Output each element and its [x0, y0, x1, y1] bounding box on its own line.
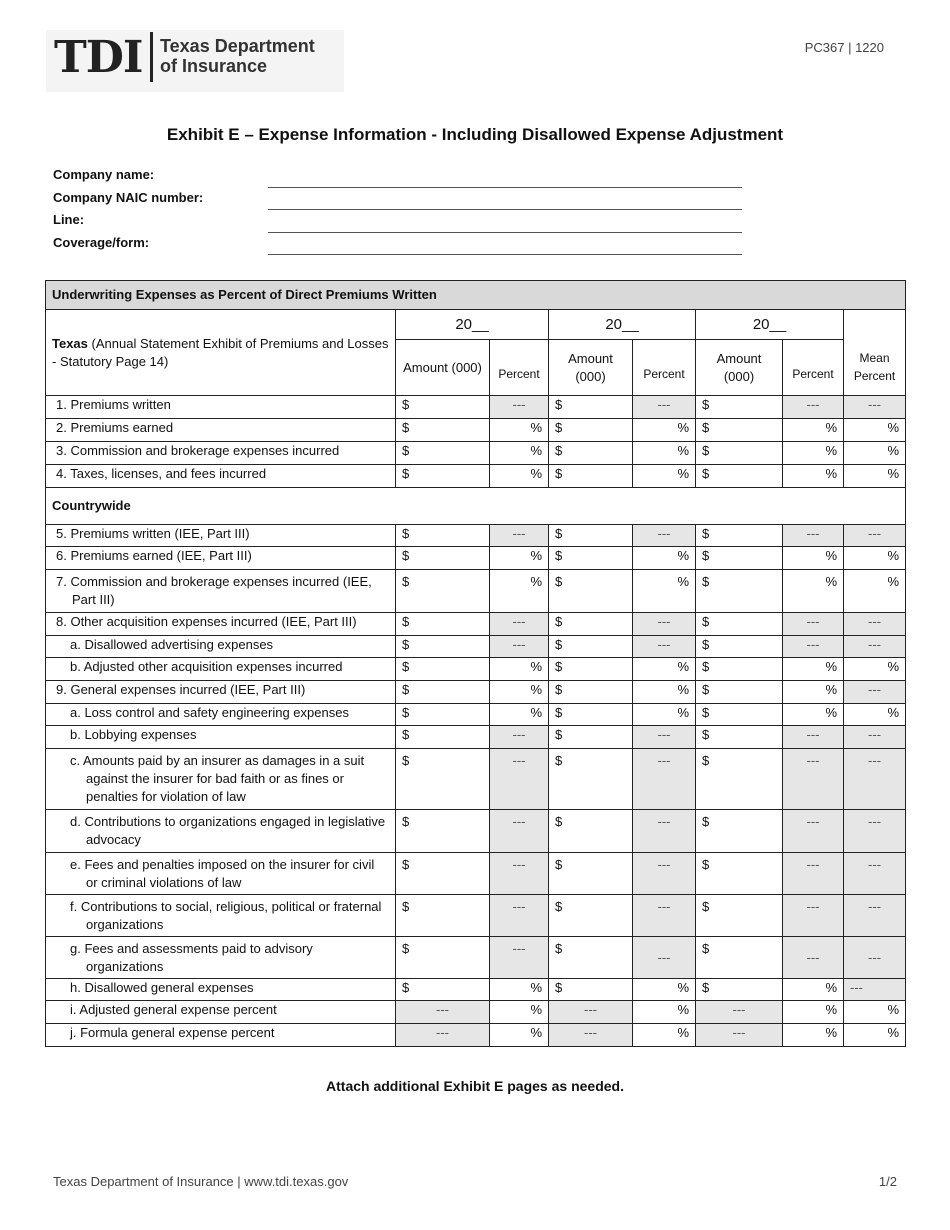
table-row-label: 4. Taxes, licenses, and fees incurred: [46, 465, 396, 488]
amount-cell[interactable]: $: [549, 396, 633, 419]
mean-percent-cell[interactable]: %: [844, 704, 906, 726]
na-cell: ---: [633, 525, 696, 547]
percent-cell[interactable]: %: [490, 419, 549, 442]
percent-cell[interactable]: %: [490, 1001, 549, 1024]
na-cell: ---: [783, 613, 844, 636]
logo-mark: TDI: [54, 32, 143, 83]
percent-cell[interactable]: %: [490, 465, 549, 488]
na-cell: ---: [844, 749, 906, 810]
form-number: PC367 | 1220: [804, 40, 884, 55]
na-cell: ---: [844, 396, 906, 419]
tdi-logo: [46, 30, 344, 92]
na-cell: ---: [783, 396, 844, 419]
percent-cell[interactable]: %: [633, 442, 696, 465]
percent-cell[interactable]: %: [783, 419, 844, 442]
percent-cell[interactable]: %: [783, 1024, 844, 1047]
amount-cell[interactable]: $: [549, 525, 633, 547]
naic-number-field[interactable]: [268, 209, 742, 210]
na-cell: ---: [633, 749, 696, 810]
na-cell: ---: [633, 937, 696, 979]
na-cell: ---: [633, 853, 696, 895]
percent-cell[interactable]: %: [490, 681, 549, 704]
page-number: 1/2: [878, 1174, 897, 1189]
texas-description: (Annual Statement Exhibit of Premiums and Losses - Statutory Page 14): [52, 335, 389, 369]
amount-cell[interactable]: $: [549, 681, 633, 704]
amount-cell[interactable]: $: [696, 749, 783, 810]
na-cell: ---: [844, 613, 906, 636]
na-cell: ---: [696, 1024, 783, 1047]
percent-cell[interactable]: %: [783, 681, 844, 704]
table-row-label: 9. General expenses incurred (IEE, Part III): [46, 681, 396, 704]
coverage-form-field[interactable]: [268, 254, 742, 255]
percent-header: Percent: [490, 340, 549, 396]
amount-cell[interactable]: $: [396, 681, 490, 704]
na-cell: ---: [549, 1024, 633, 1047]
na-cell: ---: [844, 937, 906, 979]
year-2-field[interactable]: 20__: [549, 310, 696, 340]
amount-cell[interactable]: $: [696, 895, 783, 937]
amount-cell[interactable]: $: [549, 442, 633, 465]
table-row-label: d. Contributions to organizations engaged in legislative advocacy: [46, 810, 396, 853]
table-row-label: c. Amounts paid by an insurer as damages in a suit against the insurer for bad faith or as fines or penalties for violation of law: [46, 749, 396, 810]
table-row-label: 8. Other acquisition expenses incurred (IEE, Part III): [46, 613, 396, 636]
percent-header: Percent: [783, 340, 844, 396]
na-cell: ---: [633, 895, 696, 937]
na-cell: ---: [696, 1001, 783, 1024]
amount-cell[interactable]: $: [396, 465, 490, 488]
coverage-form-label: Coverage/form:: [53, 235, 150, 250]
percent-cell[interactable]: %: [633, 419, 696, 442]
logo-name-line2: of Insurance: [160, 56, 268, 76]
amount-cell[interactable]: $: [696, 979, 783, 1001]
company-name-field[interactable]: [268, 187, 742, 188]
year-1-field[interactable]: 20__: [396, 310, 549, 340]
table-row-label: a. Disallowed advertising expenses: [46, 636, 396, 658]
na-cell: ---: [490, 525, 549, 547]
percent-cell[interactable]: %: [633, 658, 696, 681]
percent-cell[interactable]: %: [783, 658, 844, 681]
percent-cell[interactable]: %: [633, 681, 696, 704]
amount-cell[interactable]: $: [396, 810, 490, 853]
percent-header: Percent: [633, 340, 696, 396]
percent-cell[interactable]: %: [633, 465, 696, 488]
amount-cell[interactable]: $: [549, 613, 633, 636]
texas-heading: [46, 310, 396, 396]
amount-cell[interactable]: $: [396, 396, 490, 419]
naic-number-label: Company NAIC number:: [53, 190, 204, 205]
table-row-label: e. Fees and penalties imposed on the insurer for civil or criminal violations of law: [46, 853, 396, 895]
percent-cell[interactable]: %: [633, 1001, 696, 1024]
na-cell: ---: [844, 810, 906, 853]
texas-bold: Texas: [52, 335, 88, 351]
amount-cell[interactable]: $: [696, 396, 783, 419]
na-cell: ---: [490, 749, 549, 810]
amount-cell[interactable]: $: [696, 704, 783, 726]
amount-cell[interactable]: $: [696, 419, 783, 442]
percent-cell[interactable]: %: [633, 704, 696, 726]
na-cell: ---: [783, 810, 844, 853]
amount-cell[interactable]: $: [696, 442, 783, 465]
amount-header: Amount (000): [396, 340, 490, 396]
line-label: Line:: [53, 212, 85, 227]
na-cell: ---: [490, 853, 549, 895]
amount-cell[interactable]: $: [696, 681, 783, 704]
na-cell: ---: [844, 636, 906, 658]
amount-cell[interactable]: $: [549, 704, 633, 726]
amount-cell[interactable]: $: [396, 442, 490, 465]
amount-cell[interactable]: $: [696, 613, 783, 636]
na-cell: ---: [783, 636, 844, 658]
amount-cell[interactable]: $: [396, 726, 490, 749]
amount-cell[interactable]: $: [696, 547, 783, 570]
amount-cell[interactable]: $: [396, 853, 490, 895]
table-row-label: 1. Premiums written: [46, 396, 396, 419]
na-cell: ---: [783, 525, 844, 547]
na-cell: ---: [633, 810, 696, 853]
amount-cell[interactable]: $: [396, 570, 490, 613]
table-row-label: a. Loss control and safety engineering expenses: [46, 704, 396, 726]
percent-cell[interactable]: %: [490, 442, 549, 465]
percent-cell[interactable]: %: [783, 547, 844, 570]
countrywide-section: Countrywide: [46, 488, 906, 525]
mean-percent-cell[interactable]: %: [844, 547, 906, 570]
table-row-label: 2. Premiums earned: [46, 419, 396, 442]
amount-cell[interactable]: $: [549, 636, 633, 658]
na-cell: ---: [844, 895, 906, 937]
percent-cell[interactable]: %: [783, 1001, 844, 1024]
amount-cell[interactable]: $: [396, 704, 490, 726]
table-row-label: 5. Premiums written (IEE, Part III): [46, 525, 396, 547]
amount-cell[interactable]: $: [396, 895, 490, 937]
na-cell: ---: [490, 810, 549, 853]
logo-divider: [150, 32, 153, 82]
amount-cell[interactable]: $: [396, 525, 490, 547]
mean-percent-cell[interactable]: %: [844, 465, 906, 488]
amount-cell[interactable]: $: [396, 749, 490, 810]
percent-cell[interactable]: %: [783, 570, 844, 613]
amount-cell[interactable]: $: [549, 749, 633, 810]
amount-cell[interactable]: $: [696, 465, 783, 488]
mean-percent-cell[interactable]: %: [844, 419, 906, 442]
amount-cell[interactable]: $: [549, 726, 633, 749]
amount-header: Amount (000): [549, 340, 633, 396]
na-cell: ---: [783, 937, 844, 979]
percent-cell[interactable]: %: [490, 979, 549, 1001]
amount-cell[interactable]: $: [549, 547, 633, 570]
na-cell: ---: [490, 396, 549, 419]
amount-cell[interactable]: $: [396, 979, 490, 1001]
page-title: Exhibit E – Expense Information - Including Disallowed Expense Adjustment: [166, 125, 784, 144]
mean-percent-header: Mean Percent: [844, 340, 906, 396]
na-cell: ---: [633, 396, 696, 419]
mean-percent-cell[interactable]: %: [844, 1024, 906, 1047]
na-cell: ---: [490, 636, 549, 658]
attach-note: Attach additional Exhibit E pages as needed.: [326, 1078, 624, 1094]
amount-cell[interactable]: $: [549, 419, 633, 442]
percent-cell[interactable]: %: [783, 704, 844, 726]
amount-cell[interactable]: $: [396, 613, 490, 636]
na-cell: ---: [490, 726, 549, 749]
table-heading: Underwriting Expenses as Percent of Direct Premiums Written: [46, 281, 906, 310]
logo-name: [160, 36, 315, 76]
na-cell: ---: [490, 613, 549, 636]
table-row-label: 6. Premiums earned (IEE, Part III): [46, 547, 396, 570]
amount-cell[interactable]: $: [696, 636, 783, 658]
amount-header: Amount (000): [696, 340, 783, 396]
mean-header-top: [844, 310, 906, 340]
na-cell: ---: [633, 613, 696, 636]
year-3-field[interactable]: 20__: [696, 310, 844, 340]
na-cell: ---: [549, 1001, 633, 1024]
na-cell: ---: [490, 895, 549, 937]
percent-cell[interactable]: %: [490, 658, 549, 681]
amount-cell[interactable]: $: [549, 979, 633, 1001]
percent-cell[interactable]: %: [783, 979, 844, 1001]
na-cell: ---: [396, 1024, 490, 1047]
na-cell: ---: [844, 525, 906, 547]
percent-cell[interactable]: %: [633, 979, 696, 1001]
amount-cell[interactable]: $: [549, 658, 633, 681]
amount-cell[interactable]: $: [549, 937, 633, 979]
percent-cell[interactable]: %: [490, 570, 549, 613]
table-row-label: 3. Commission and brokerage expenses incurred: [46, 442, 396, 465]
table-row-label: h. Disallowed general expenses: [46, 979, 396, 1001]
amount-cell[interactable]: $: [396, 419, 490, 442]
table-row-label: b. Adjusted other acquisition expenses incurred: [46, 658, 396, 681]
amount-cell[interactable]: $: [396, 636, 490, 658]
table-row-label: j. Formula general expense percent: [46, 1024, 396, 1047]
table-row-label: f. Contributions to social, religious, political or fraternal organizations: [46, 895, 396, 937]
company-name-label: Company name:: [53, 167, 155, 182]
na-cell: ---: [844, 681, 906, 704]
amount-cell[interactable]: $: [549, 465, 633, 488]
amount-cell[interactable]: $: [396, 937, 490, 979]
percent-cell[interactable]: %: [633, 1024, 696, 1047]
amount-cell[interactable]: $: [696, 658, 783, 681]
percent-cell[interactable]: %: [490, 1024, 549, 1047]
percent-cell[interactable]: %: [633, 547, 696, 570]
line-field[interactable]: [268, 232, 742, 233]
table-row-label: 7. Commission and brokerage expenses incurred (IEE, Part III): [46, 570, 396, 613]
na-cell: ---: [396, 1001, 490, 1024]
amount-cell[interactable]: $: [696, 853, 783, 895]
amount-cell[interactable]: $: [549, 853, 633, 895]
mean-percent-cell[interactable]: %: [844, 658, 906, 681]
amount-cell[interactable]: $: [396, 547, 490, 570]
table-row-label: i. Adjusted general expense percent: [46, 1001, 396, 1024]
amount-cell[interactable]: $: [696, 570, 783, 613]
amount-cell[interactable]: $: [696, 937, 783, 979]
percent-cell[interactable]: %: [490, 704, 549, 726]
amount-cell[interactable]: $: [549, 570, 633, 613]
amount-cell[interactable]: $: [696, 726, 783, 749]
amount-cell[interactable]: $: [549, 895, 633, 937]
amount-cell[interactable]: $: [696, 810, 783, 853]
mean-percent-cell[interactable]: %: [844, 1001, 906, 1024]
mean-percent-cell[interactable]: %: [844, 442, 906, 465]
percent-cell[interactable]: %: [783, 442, 844, 465]
amount-cell[interactable]: $: [549, 810, 633, 853]
table-row-label: b. Lobbying expenses: [46, 726, 396, 749]
na-cell: ---: [783, 895, 844, 937]
na-cell: ---: [844, 979, 906, 1001]
na-cell: ---: [783, 726, 844, 749]
logo-name-line1: Texas Department: [160, 36, 315, 56]
footer-agency: Texas Department of Insurance | www.tdi.texas.gov: [53, 1174, 349, 1189]
expense-table: [45, 280, 906, 1047]
na-cell: ---: [844, 726, 906, 749]
percent-cell[interactable]: %: [490, 547, 549, 570]
na-cell: ---: [490, 937, 549, 979]
mean-percent-cell[interactable]: %: [844, 570, 906, 613]
na-cell: ---: [783, 853, 844, 895]
na-cell: ---: [844, 853, 906, 895]
table-row-label: g. Fees and assessments paid to advisory organizations: [46, 937, 396, 979]
percent-cell[interactable]: %: [783, 465, 844, 488]
amount-cell[interactable]: $: [396, 658, 490, 681]
na-cell: ---: [783, 749, 844, 810]
amount-cell[interactable]: $: [696, 525, 783, 547]
percent-cell[interactable]: %: [633, 570, 696, 613]
na-cell: ---: [633, 726, 696, 749]
na-cell: ---: [633, 636, 696, 658]
